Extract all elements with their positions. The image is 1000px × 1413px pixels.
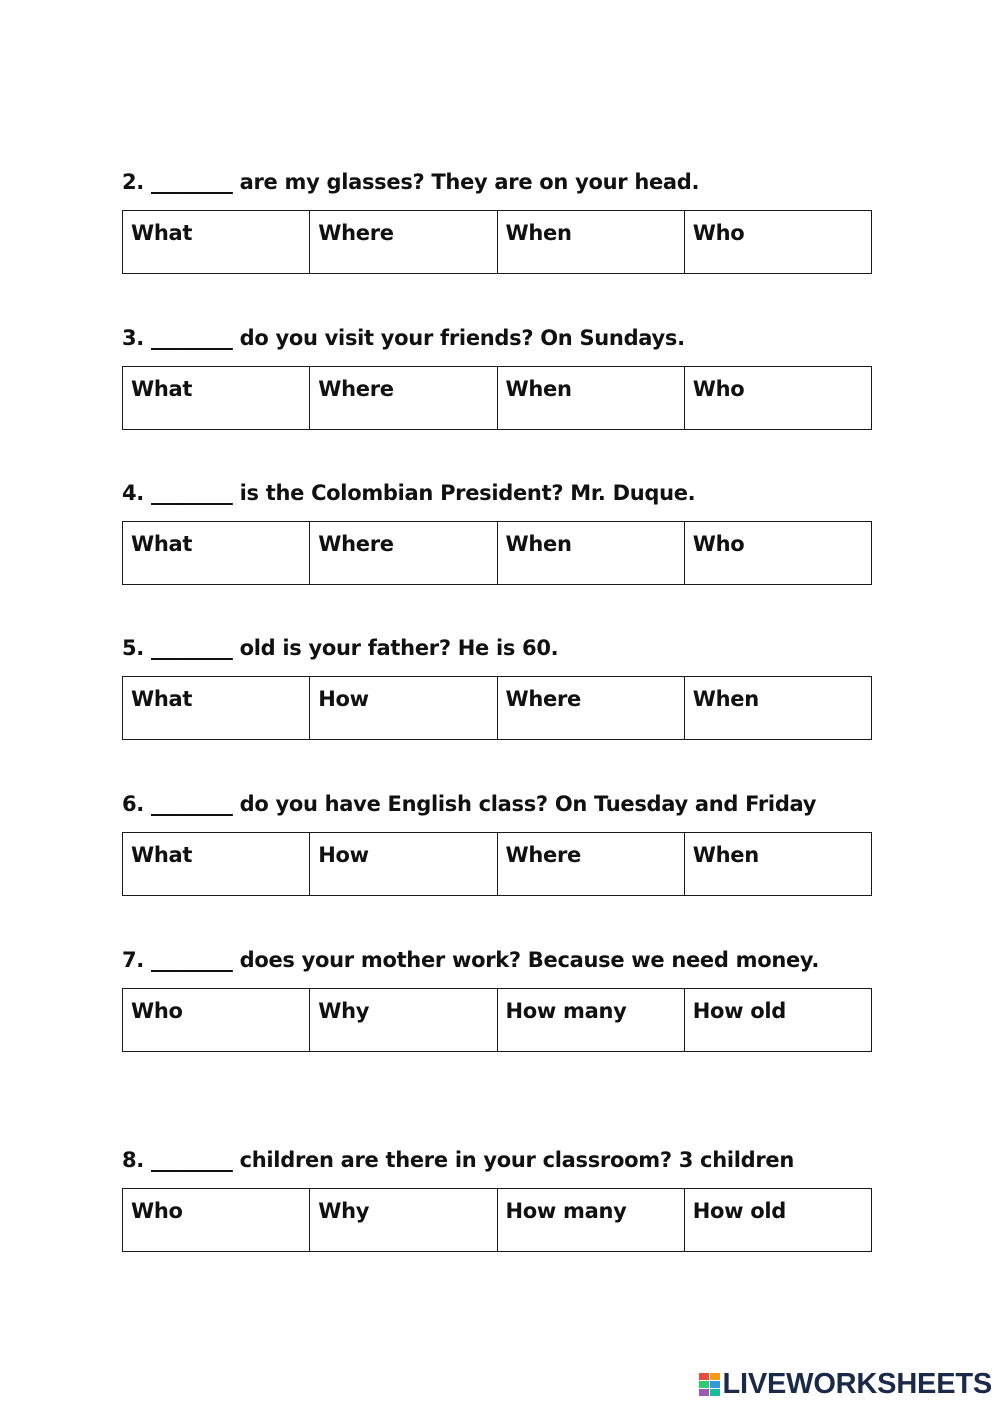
answer-option[interactable]: What (131, 687, 193, 711)
answer-option[interactable]: Where (309, 367, 496, 429)
answer-option[interactable]: What (131, 221, 193, 245)
answer-option[interactable]: Why (309, 989, 496, 1051)
answer-options (122, 832, 872, 896)
question-6 (122, 790, 882, 896)
answer-option[interactable]: How old (684, 989, 871, 1051)
answer-option[interactable]: When (684, 677, 871, 739)
answer-option[interactable]: What (131, 843, 193, 867)
question-text: 2. ________ are my glasses? They are on your head. (122, 170, 700, 194)
answer-option[interactable]: How old (684, 1189, 871, 1251)
answer-options (122, 988, 872, 1052)
answer-option[interactable]: When (497, 522, 684, 584)
answer-option[interactable]: When (684, 833, 871, 895)
question-3 (122, 324, 882, 430)
answer-option[interactable]: How (309, 677, 496, 739)
answer-options (122, 366, 872, 430)
question-text: 7. ________ does your mother work? Because we need money. (122, 948, 820, 972)
question-text: 4. ________ is the Colombian President? Mr. Duque. (122, 481, 696, 505)
answer-options (122, 676, 872, 740)
question-text: 6. ________ do you have English class? On Tuesday and Friday (122, 792, 817, 816)
answer-option[interactable]: Who (684, 522, 871, 584)
answer-option[interactable]: Who (684, 367, 871, 429)
liveworksheets-logo[interactable] (699, 1368, 993, 1401)
answer-option[interactable]: Where (497, 833, 684, 895)
answer-options (122, 521, 872, 585)
question-text: 5. ________ old is your father? He is 60. (122, 636, 559, 660)
answer-option[interactable]: When (497, 211, 684, 273)
answer-option[interactable]: Who (131, 999, 183, 1023)
answer-options (122, 1188, 872, 1252)
answer-options (122, 210, 872, 274)
question-4 (122, 479, 882, 585)
question-7 (122, 946, 882, 1052)
question-text: 8. ________ children are there in your classroom? 3 children (122, 1148, 795, 1172)
answer-option[interactable]: Why (309, 1189, 496, 1251)
answer-option[interactable]: Where (497, 677, 684, 739)
question-text: 3. ________ do you visit your friends? On Sundays. (122, 326, 685, 350)
brand-name: LIVEWORKSHEETS (722, 1368, 992, 1400)
question-8 (122, 1146, 882, 1252)
answer-option[interactable]: How (309, 833, 496, 895)
answer-option[interactable]: Who (684, 211, 871, 273)
logo-icon (699, 1373, 720, 1396)
answer-option[interactable]: How many (497, 989, 684, 1051)
answer-option[interactable]: How many (497, 1189, 684, 1251)
answer-option[interactable]: Who (131, 1199, 183, 1223)
answer-option[interactable]: What (131, 532, 193, 556)
question-2 (122, 168, 882, 274)
answer-option[interactable]: What (131, 377, 193, 401)
answer-option[interactable]: When (497, 367, 684, 429)
question-5 (122, 634, 882, 740)
answer-option[interactable]: Where (309, 211, 496, 273)
answer-option[interactable]: Where (309, 522, 496, 584)
